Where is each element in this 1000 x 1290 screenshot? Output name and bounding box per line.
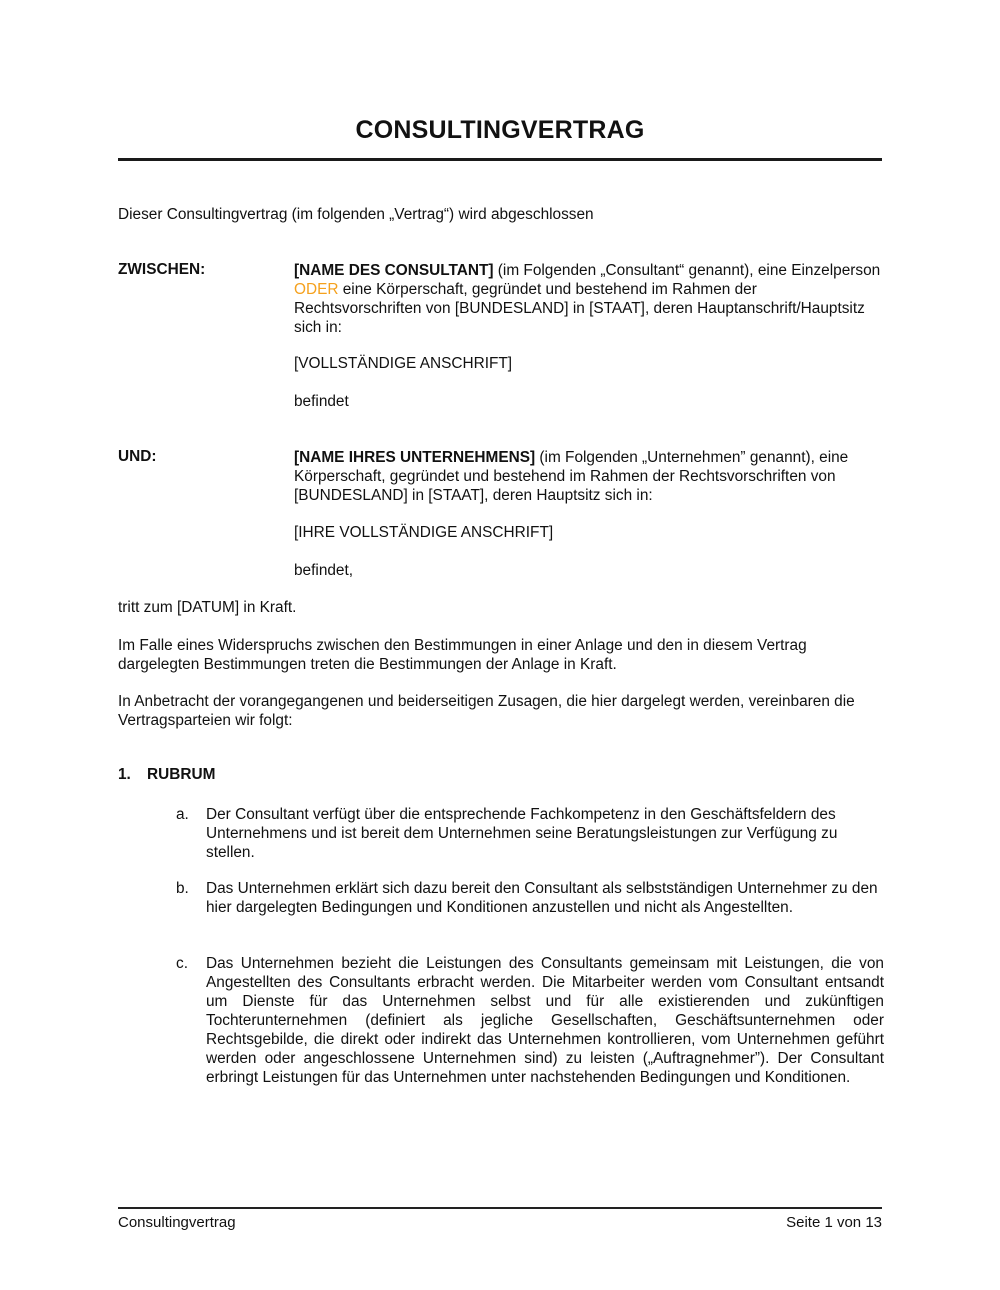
section-1-heading: 1. RUBRUM	[118, 766, 216, 783]
party-label-und: UND:	[118, 448, 157, 465]
list-item	[176, 954, 884, 1087]
consultant-closing: befindet	[294, 393, 349, 410]
footer-page-number: Seite 1 von 13	[786, 1214, 882, 1231]
list-item-text: Der Consultant verfügt über die entsprechende Fachkompetenz in den Geschäftsfeldern des Unternehmens und ist bereit dem Unternehmen seine Beratungsleistungen zur Verfügung zu stellen.	[206, 806, 838, 861]
company-closing: befindet,	[294, 562, 354, 579]
company-name-placeholder: [NAME IHRES UNTERNEHMENS]	[294, 449, 536, 466]
effective-date: tritt zum [DATUM] in Kraft.	[118, 599, 297, 616]
company-address-placeholder: [IHRE VOLLSTÄNDIGE ANSCHRIFT]	[294, 524, 554, 541]
party-label-zwischen: ZWISCHEN:	[118, 261, 206, 278]
party-consultant-description: [NAME DES CONSULTANT] (im Folgenden „Consultant“ genannt), eine Einzelperson ODER eine Körperschaft, gegründet und bestehend im Rahmen der Rechtsvorschriften von [BUNDESLAND] in [STAAT], deren Hauptanschrift/Hauptsitz sich in:	[294, 262, 881, 336]
footer-document-name: Consultingvertrag	[118, 1214, 236, 1231]
list-item-text: Das Unternehmen bezieht die Leistungen des Consultants gemeinsam mit Leistungen, die von Angestellten des Consultants erbracht werden. Die Mitarbeiter werden vom Consultant entsandt um Dienste für das Unternehmen selbst und für alle existierenden und zukünftigen Tochterunternehmen (definiert als jegliche Gesellschaften, Geschäftsunternehmen oder Rechtsgebilde, die direkt oder indirekt das Unternehmen kontrollieren, vom Unternehmen geführt werden oder angeschlossene Unternehmen sind) zu leisten („Auftragnehmer”). Der Consultant erbringt Leistungen für das Unternehmen unter nachstehenden Bedingungen und Konditionen.	[206, 955, 884, 1086]
title-divider	[118, 158, 882, 161]
consultant-address-placeholder: [VOLLSTÄNDIGE ANSCHRIFT]	[294, 355, 513, 372]
footer-divider	[118, 1207, 882, 1209]
list-marker: a.	[176, 806, 189, 823]
oder-highlight: ODER	[294, 281, 339, 298]
list-item-text: Das Unternehmen erklärt sich dazu bereit den Consultant als selbstständigen Unternehmer zu den hier dargelegten Bedingungen und Konditionen anzustellen und nicht als Angestellten.	[206, 880, 878, 916]
consultant-name-placeholder: [NAME DES CONSULTANT]	[294, 262, 494, 279]
consideration-clause: In Anbetracht der vorangegangenen und beiderseitigen Zusagen, die hier dargelegt werden, vereinbaren die Vertragsparteien wir folgt:	[118, 693, 855, 729]
conflict-clause: Im Falle eines Widerspruchs zwischen den Bestimmungen in einer Anlage und den in diesem Vertrag dargelegten Bestimmungen treten die Bestimmungen der Anlage in Kraft.	[118, 637, 807, 673]
list-marker: b.	[176, 880, 189, 897]
party-company-description: [NAME IHRES UNTERNEHMENS] (im Folgenden „Unternehmen” genannt), eine Körperschaft, gegründet und bestehend im Rahmen der Rechtsvorschriften von [BUNDESLAND] in [STAAT], deren Hauptsitz sich in:	[294, 449, 849, 504]
list-marker: c.	[176, 955, 188, 972]
list-item	[176, 805, 884, 862]
intro-paragraph: Dieser Consultingvertrag (im folgenden „Vertrag“) wird abgeschlossen	[118, 206, 594, 223]
list-item	[176, 879, 884, 917]
document-title: CONSULTINGVERTRAG	[355, 116, 645, 144]
